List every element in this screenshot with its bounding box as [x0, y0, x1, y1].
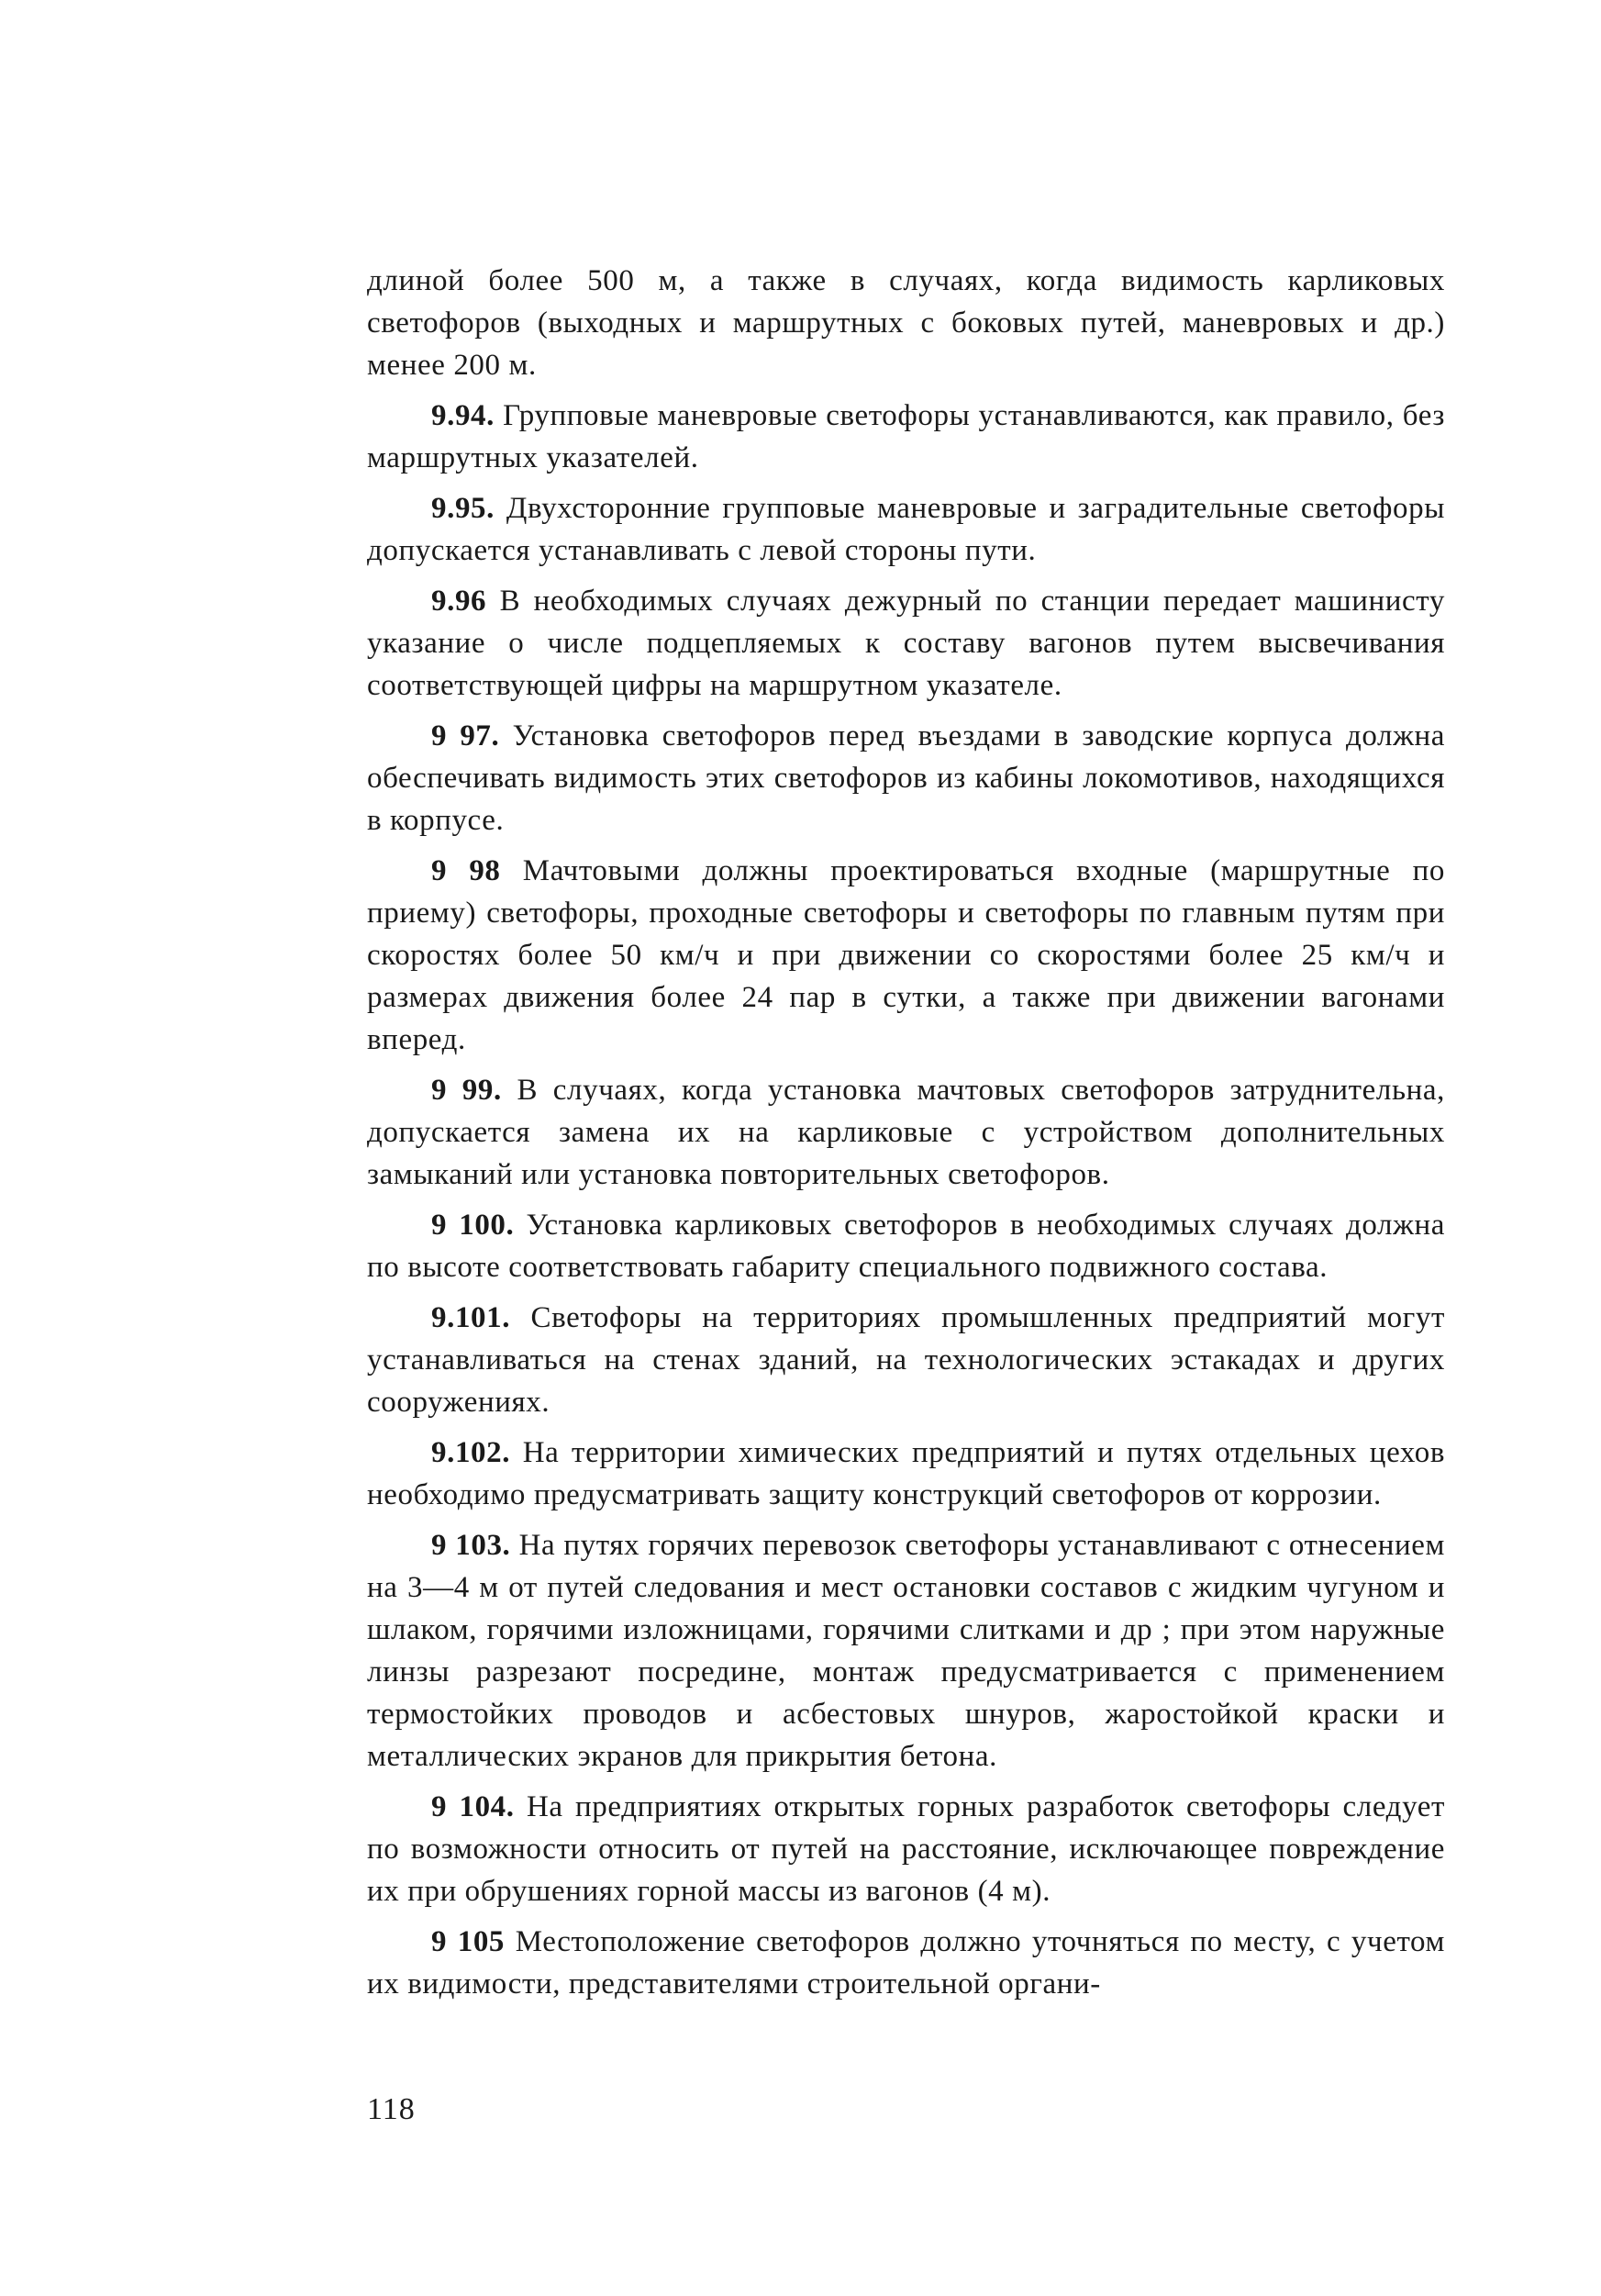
paragraph-text: На предприятиях открытых горных разработок светофоры следует по возможности относить от путей на расстояние, исключающее повреждение их при обрушениях горной массы из вагонов (4 м).	[367, 1790, 1445, 1908]
paragraph-number: 9 97.	[431, 719, 500, 752]
paragraph-continuation	[367, 260, 1445, 386]
paragraph-9-99	[367, 1069, 1445, 1196]
paragraph-text: В случаях, когда установка мачтовых светофоров затруднительна, допускается замена их на карликовые с устройством дополнительных замыканий или установка повторительных светофоров.	[367, 1074, 1445, 1191]
paragraph-number: 9 100.	[431, 1209, 515, 1242]
paragraph-text: Групповые маневровые светофоры устанавливаются, как правило, без маршрутных указателей.	[367, 399, 1445, 474]
paragraph-text: Мачтовыми должны проектироваться входные (маршрутные по приему) светофоры, проходные светофоры и светофоры по главным путям при скоростях более 50 км/ч и при движении со скоростями более 25 км/ч и размерах движения более 24 пар в сутки, а также при движении вагонами вперед.	[367, 854, 1445, 1056]
paragraph-number: 9 105	[431, 1925, 506, 1958]
paragraph-9-105	[367, 1921, 1445, 2005]
paragraph-number: 9 103.	[431, 1529, 511, 1562]
paragraph-number: 9.95.	[431, 492, 495, 525]
paragraph-9-101	[367, 1297, 1445, 1423]
paragraph-number: 9 98	[431, 854, 501, 887]
paragraph-9-95	[367, 487, 1445, 572]
paragraph-9-103	[367, 1524, 1445, 1778]
paragraph-9-98	[367, 850, 1445, 1061]
paragraph-text: Светофоры на территориях промышленных предприятий могут устанавливаться на стенах зданий, на технологических эстакадах и других сооружениях.	[367, 1301, 1445, 1419]
paragraph-text: Местоположение светофоров должно уточняться по месту, с учетом их видимости, представителями строительной органи-	[367, 1925, 1445, 2001]
paragraph-9-104	[367, 1786, 1445, 1912]
paragraph-text: Установка карликовых светофоров в необходимых случаях должна по высоте соответствовать габариту специального подвижного состава.	[367, 1209, 1445, 1284]
paragraph-number: 9 99.	[431, 1074, 502, 1107]
paragraph-9-94	[367, 395, 1445, 479]
paragraph-number: 9 104.	[431, 1790, 515, 1823]
paragraph-number: 9.101.	[431, 1301, 511, 1334]
document-page	[367, 260, 1445, 2013]
page-number: 118	[367, 2092, 416, 2126]
paragraph-number: 9.96	[431, 585, 487, 618]
paragraph-text: На территории химических предприятий и путях отдельных цехов необходимо предусматривать защиту конструкций светофоров от коррозии.	[367, 1436, 1445, 1511]
paragraph-number: 9.102.	[431, 1436, 511, 1469]
paragraph-text: На путях горячих перевозок светофоры устанавливают с отнесением на 3—4 м от путей следования и мест остановки составов с жидким чугуном и шлаком, горячими изложницами, горячими слитками и др ; при этом наружные линзы разрезают посредине, монтаж предусматривается с применением термостойких проводов и асбестовых шнуров, жаростойкой краски и металлических экранов для прикрытия бетона.	[367, 1529, 1445, 1773]
paragraph-text: длиной более 500 м, а также в случаях, когда видимость карликовых светофоров (выходных и маршрутных с боковых путей, маневровых и др.) менее 200 м.	[367, 264, 1445, 382]
paragraph-text: Установка светофоров перед въездами в заводские корпуса должна обеспечивать видимость этих светофоров из кабины локомотивов, находящихся в корпусе.	[367, 719, 1446, 837]
paragraph-9-96	[367, 580, 1445, 707]
paragraph-9-102	[367, 1432, 1445, 1516]
paragraph-9-97	[367, 715, 1445, 841]
paragraph-9-100	[367, 1204, 1445, 1288]
paragraph-number: 9.94.	[431, 399, 495, 432]
paragraph-text: Двухсторонние групповые маневровые и заградительные светофоры допускается устанавливать с левой стороны пути.	[367, 492, 1445, 567]
paragraph-text: В необходимых случаях дежурный по станции передает машинисту указание о числе подцепляемых к составу вагонов путем высвечивания соответствующей цифры на маршрутном указателе.	[367, 585, 1445, 702]
